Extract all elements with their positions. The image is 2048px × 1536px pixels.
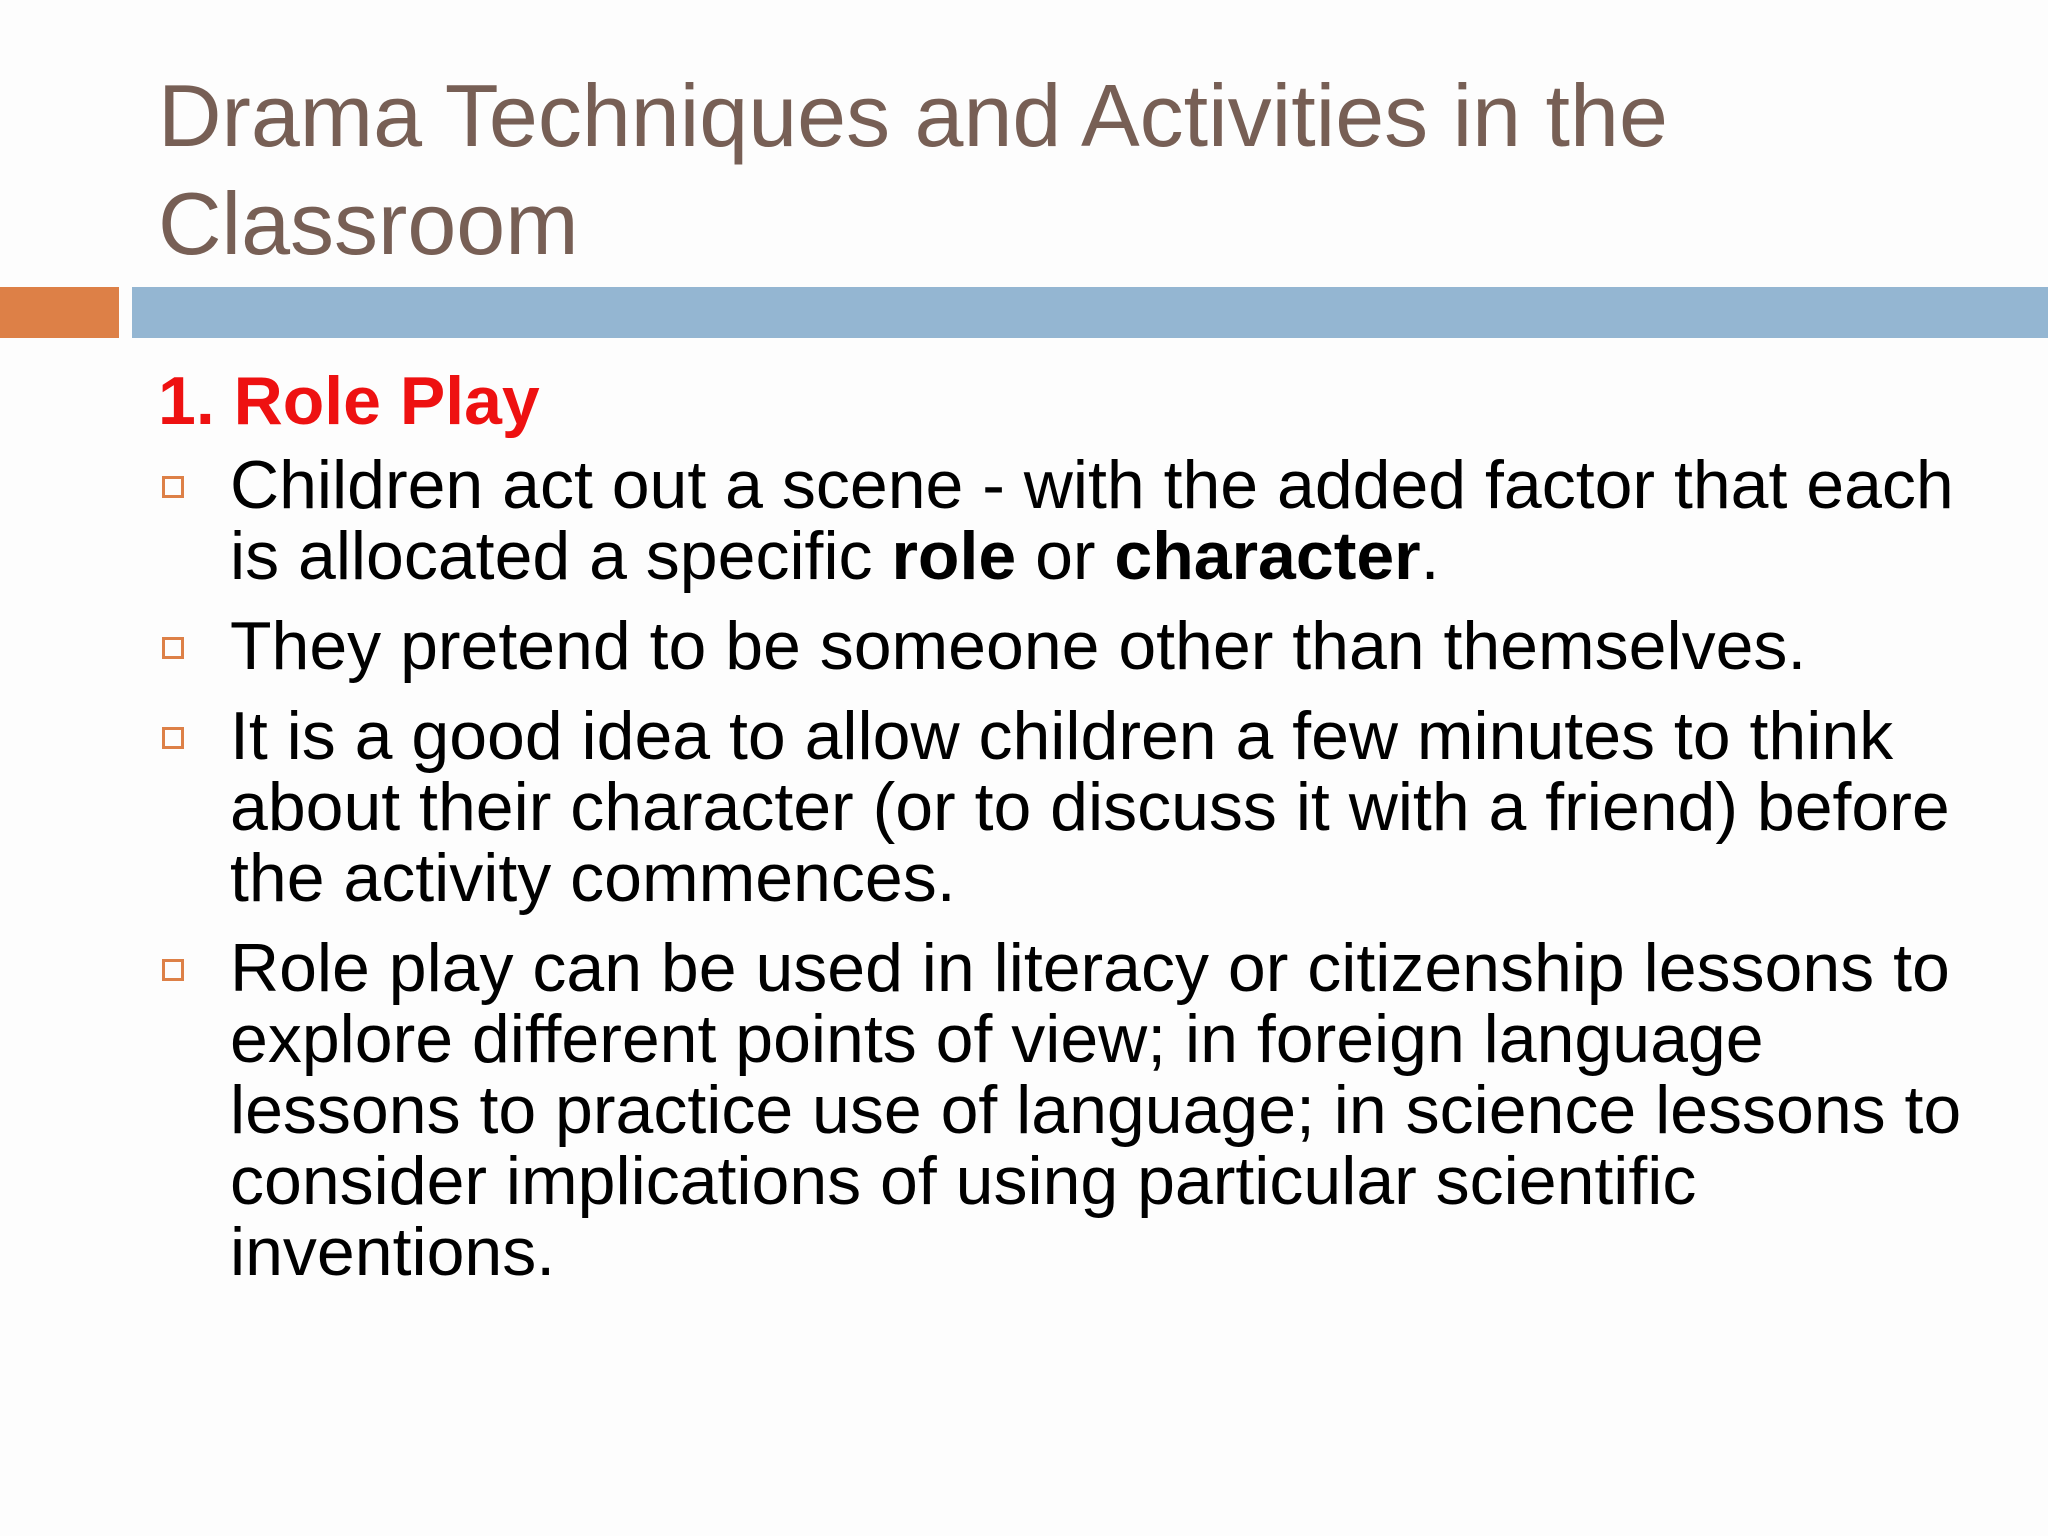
text-run: It is a good idea to allow children a few minutes to think about their character (or to discuss it with a friend) before the activity commences. [230, 698, 1950, 916]
bullet-text [230, 608, 1806, 684]
bullet-list [158, 447, 1998, 1290]
text-run: They pretend to be someone other than themselves. [230, 608, 1807, 684]
hollow-square-icon [162, 727, 184, 749]
text-run: Children act out a scene - with the added factor that each is allocated a specific [230, 447, 1954, 594]
text-run: Role play can be used in literacy or citizenship lessons to explore different points of view; in foreign language lessons to practice use of language; in science lessons to consider implications of using particular scientific inventions. [230, 930, 1962, 1290]
bullet-text [230, 930, 1961, 1290]
section-heading: 1. Role Play [158, 363, 540, 439]
text-run: . [1420, 518, 1440, 594]
accent-bar-blue [132, 287, 2048, 338]
bullet-item [158, 930, 1998, 1290]
bullet-text [230, 447, 1954, 594]
bullet-item [158, 698, 1998, 916]
slide-content [158, 362, 1998, 1307]
accent-bar-orange [0, 287, 119, 338]
bullet-text [230, 698, 1950, 916]
hollow-square-icon [162, 637, 184, 659]
hollow-square-icon [162, 476, 184, 498]
bold-term: role [891, 518, 1017, 594]
bold-term: character [1114, 518, 1421, 594]
bullet-item [158, 608, 1998, 684]
slide-title: Drama Techniques and Activities in the Classroom [158, 66, 1668, 273]
text-run: or [1016, 518, 1115, 594]
bullet-item [158, 447, 1998, 594]
hollow-square-icon [162, 959, 184, 981]
